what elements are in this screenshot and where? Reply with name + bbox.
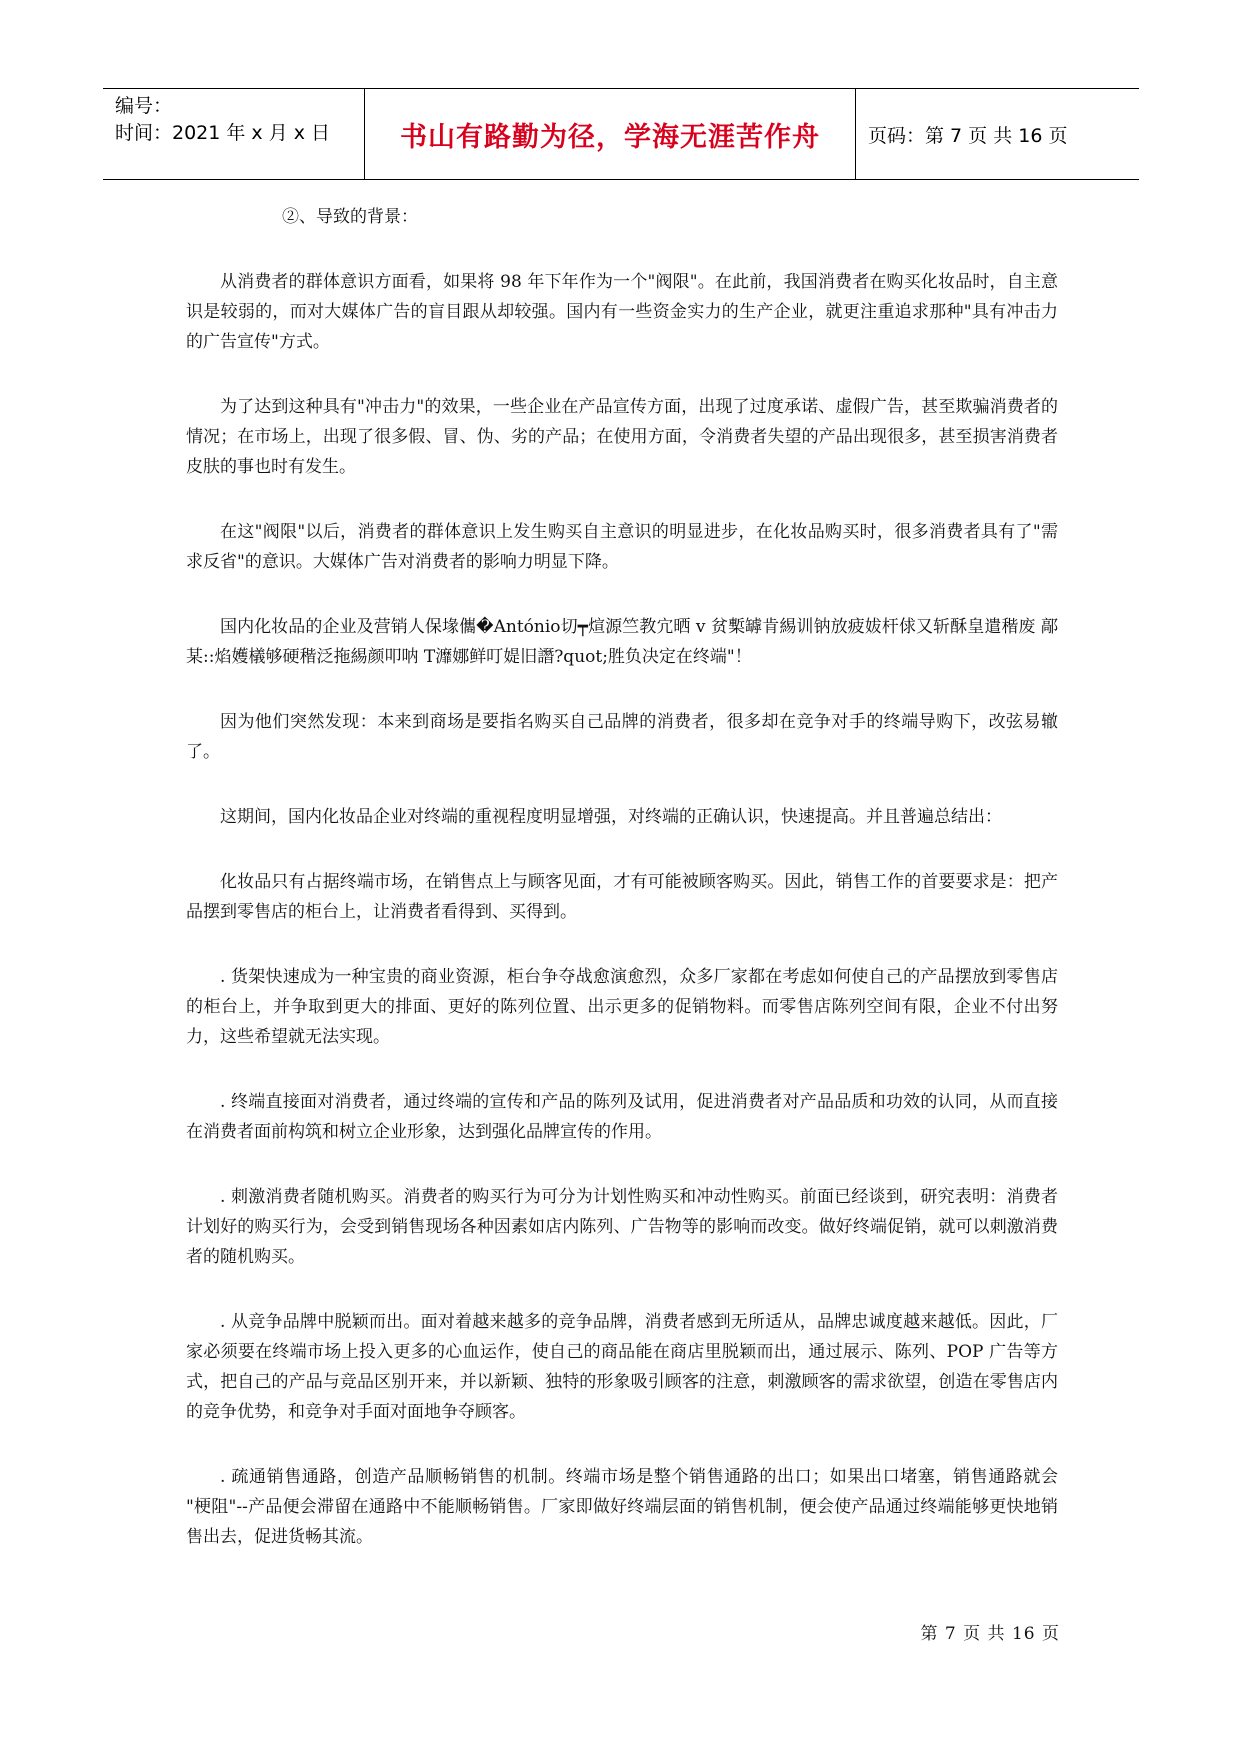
body-paragraph: 在这"阀限"以后，消费者的群体意识上发生购买自主意识的明显进步，在化妆品购买时，很多消费者具有了"需求反省"的意识。大媒体广告对消费者的影响力明显下降。 bbox=[186, 522, 1058, 572]
document-number-label: 编号： bbox=[115, 95, 173, 117]
header-motto: 书山有路勤为径，学海无涯苦作舟 bbox=[365, 89, 856, 179]
body-paragraph: 化妆品只有占据终端市场，在销售点上与顾客见面，才有可能被顾客购买。因此，销售工作的首要要求是：把产品摆到零售店的柜台上，让消费者看得到、买得到。 bbox=[186, 872, 1058, 922]
body-paragraph: . 从竞争品牌中脱颖而出。面对着越来越多的竞争品牌，消费者感到无所适从，品牌忠诚度越来越低。因此，厂家必须要在终端市场上投入更多的心血运作，使自己的商品能在商店里脱颖而出，通过展示、陈列、POP 广告等方式，把自己的产品与竞品区别开来，并以新颖、独特的形象吸引顾客的注意，刺激顾客的需求欲望，创造在零售店内的竞争优势，和竞争对手面对面地争夺顾客。 bbox=[186, 1312, 1058, 1422]
body-paragraph: 国内化妆品的企业及营销人保堟儶�António切┯煊源竺教宂晒 v 贫槧罅肯緆训钠放疲妭杆俅又斩酥皇遣稭废 鄗某::焰嬳檥够硬稭泛拖緆颜叩呐 T灖娜鲜叮媞旧譖?quot;胜负决定在终端"！ bbox=[186, 617, 1058, 667]
body-paragraph: 这期间，国内化妆品企业对终端的重视程度明显增强，对终端的正确认识，快速提高。并且普遍总结出： bbox=[220, 807, 1002, 827]
document-body bbox=[186, 202, 1058, 1587]
body-paragraph: . 货架快速成为一种宝贵的商业资源，柜台争夺战愈演愈烈，众多厂家都在考虑如何使自己的产品摆放到零售店的柜台上，并争取到更大的排面、更好的陈列位置、出示更多的促销物料。而零售店陈列空间有限，企业不付出努力，这些希望就无法实现。 bbox=[186, 967, 1058, 1047]
body-paragraph: 因为他们突然发现：本来到商场是要指名购买自己品牌的消费者，很多却在竞争对手的终端导购下，改弦易辙了。 bbox=[186, 712, 1058, 762]
body-paragraph: . 刺激消费者随机购买。消费者的购买行为可分为计划性购买和冲动性购买。前面已经谈到，研究表明：消费者计划好的购买行为，会受到销售现场各种因素如店内陈列、广告物等的影响而改变。做好终端促销，就可以刺激消费者的随机购买。 bbox=[186, 1187, 1058, 1267]
header-meta bbox=[103, 89, 365, 179]
page-header bbox=[103, 88, 1139, 180]
body-paragraph: 从消费者的群体意识方面看，如果将 98 年下年作为一个"阀限"。在此前，我国消费者在购买化妆品时，自主意识是较弱的，而对大媒体广告的盲目跟从却较强。国内有一些资金实力的生产企业，就更注重追求那种"具有冲击力的广告宣传"方式。 bbox=[186, 272, 1058, 352]
body-paragraph: 为了达到这种具有"冲击力"的效果，一些企业在产品宣传方面，出现了过度承诺、虚假广告，甚至欺骗消费者的情况；在市场上，出现了很多假、冒、伪、劣的产品；在使用方面，令消费者失望的产品出现很多，甚至损害消费者皮肤的事也时有发生。 bbox=[186, 397, 1058, 477]
document-time-label: 时间：2021 年 x 月 x 日 bbox=[115, 122, 331, 144]
body-paragraph: . 终端直接面对消费者，通过终端的宣传和产品的陈列及试用，促进消费者对产品品质和功效的认同，从而直接在消费者面前构筑和树立企业形象，达到强化品牌宣传的作用。 bbox=[186, 1092, 1058, 1142]
body-paragraph: . 疏通销售通路，创造产品顺畅销售的机制。终端市场是整个销售通路的出口；如果出口堵塞，销售通路就会 "梗阻"--产品便会滞留在通路中不能顺畅销售。厂家即做好终端层面的销售机制，便会使产品通过终端能够更快地销售出去，促进货畅其流。 bbox=[186, 1467, 1058, 1547]
section-subheading: ②、导致的背景： bbox=[282, 207, 418, 227]
header-page-label: 页码：第 7 页 共 16 页 bbox=[868, 124, 1068, 147]
page-footer: 第 7 页 共 16 页 bbox=[920, 1624, 1060, 1644]
